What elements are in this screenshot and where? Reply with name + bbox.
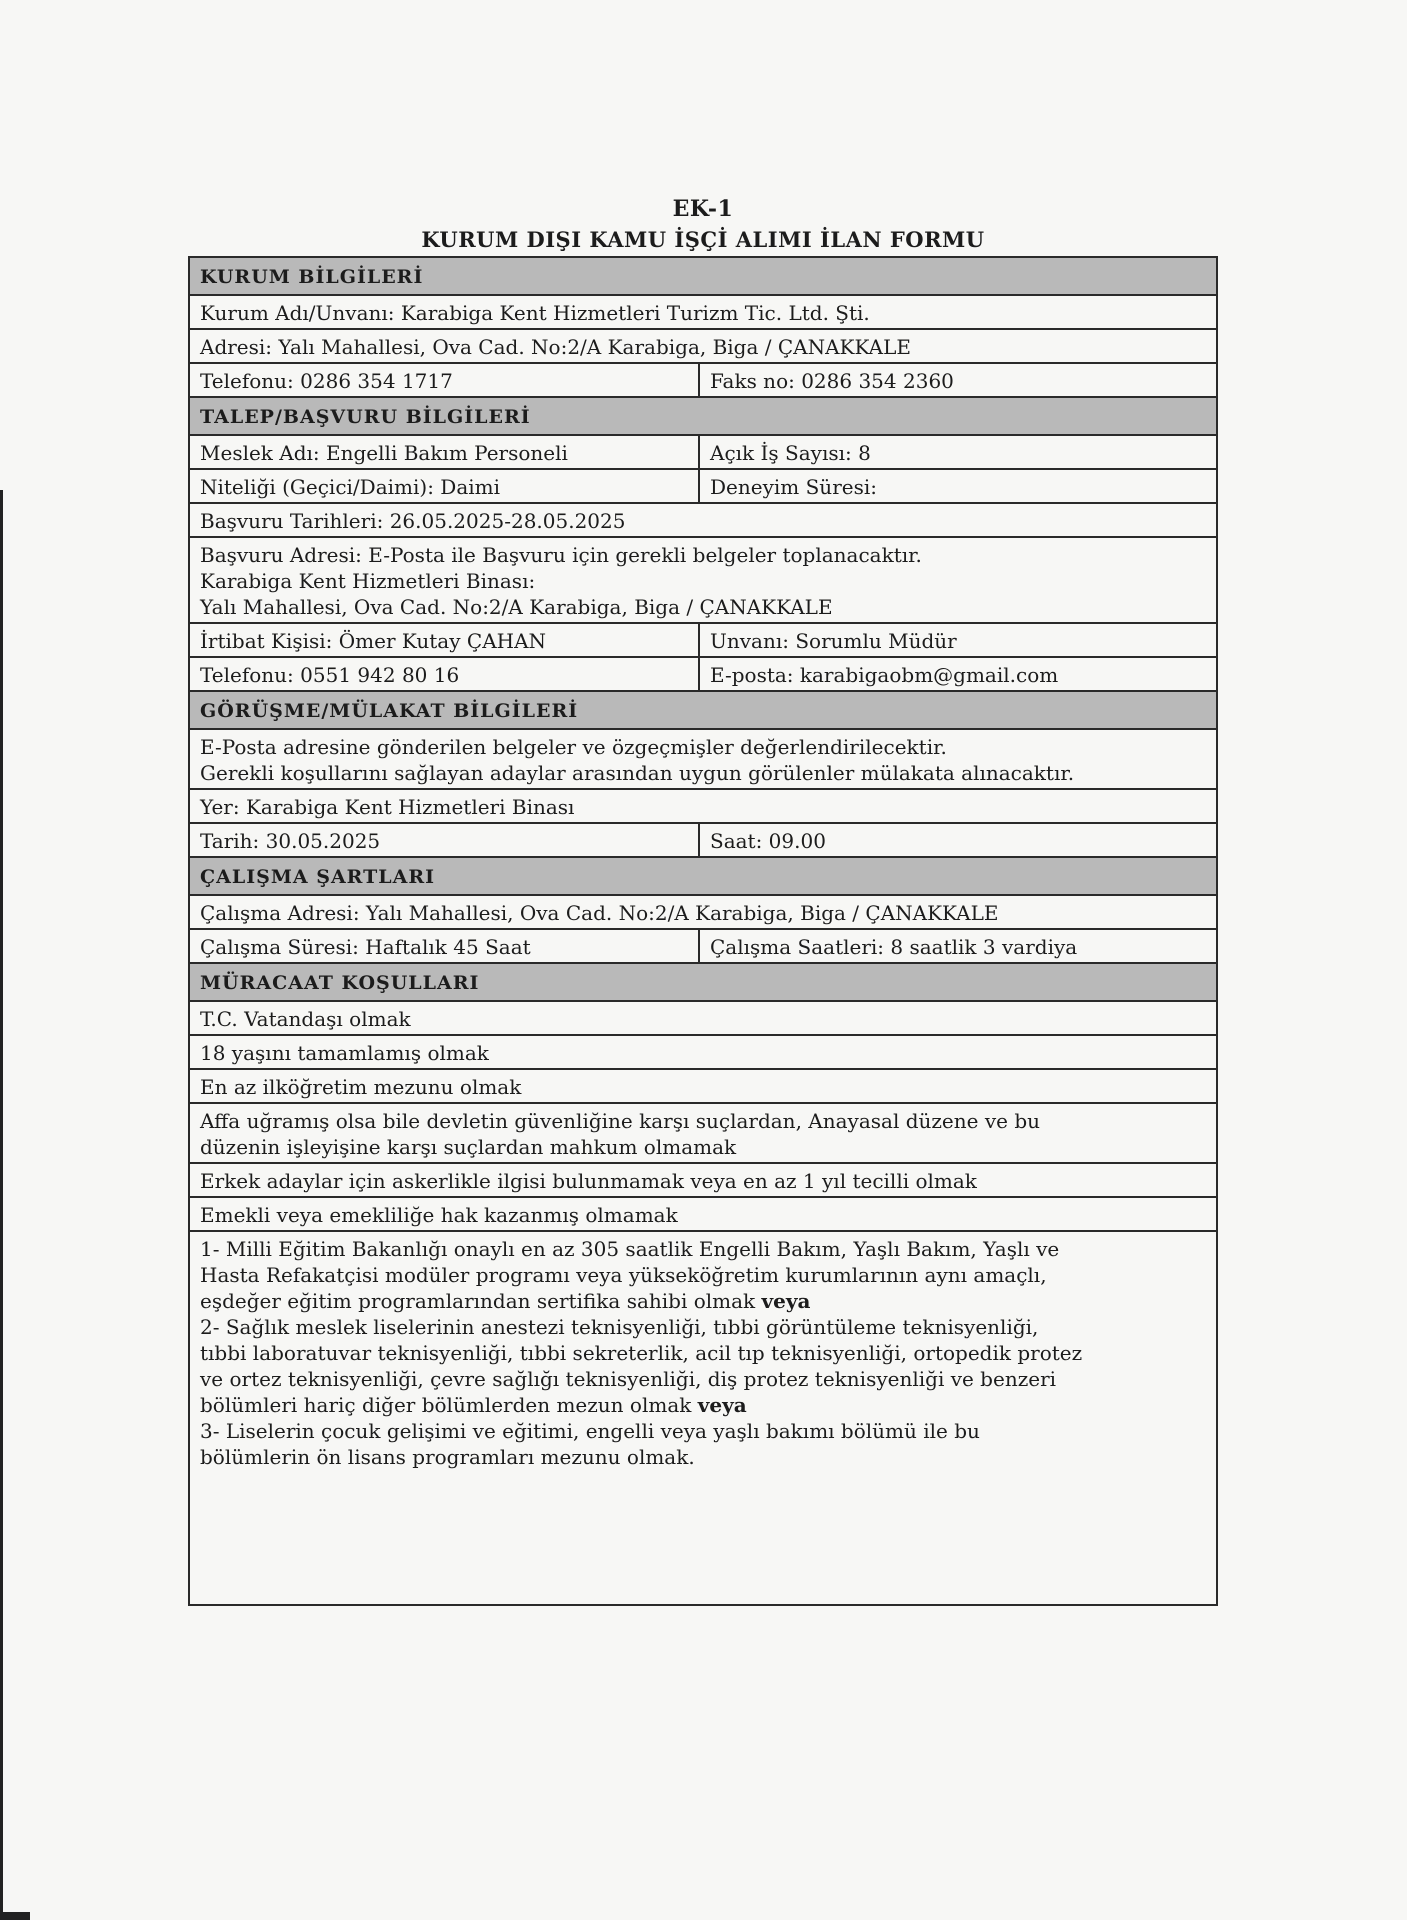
row-kosul bbox=[190, 1164, 1216, 1198]
niteligi: Niteliği (Geçici/Daimi): Daimi bbox=[190, 470, 700, 502]
row-kosul bbox=[190, 1104, 1216, 1164]
kurum-fax: Faks no: 0286 354 2360 bbox=[710, 369, 954, 393]
deneyim-suresi: Deneyim Süresi: bbox=[710, 475, 877, 499]
ozel-sart-veya: veya bbox=[697, 1393, 747, 1417]
basvuru-adresi-line: Başvuru Adresi: E-Posta ile Başvuru için gerekli belgeler toplanacaktır. bbox=[200, 543, 922, 567]
kosul-yas: 18 yaşını tamamlamış olmak bbox=[200, 1041, 489, 1065]
ozel-sart-line bbox=[200, 1288, 1206, 1314]
section-talep-title: TALEP/BAŞVURU BİLGİLERİ bbox=[200, 406, 531, 428]
basvuru-adresi-line: Yalı Mahallesi, Ova Cad. No:2/A Karabiga, Biga / ÇANAKKALE bbox=[200, 595, 833, 619]
document-code: EK-1 bbox=[672, 196, 734, 222]
irtibat-unvani: Unvanı: Sorumlu Müdür bbox=[710, 629, 957, 653]
row-kurum-name bbox=[190, 296, 1216, 330]
row-gorusme-info bbox=[190, 730, 1216, 790]
row-nitelik bbox=[190, 470, 1216, 504]
gorusme-info-line: Gerekli koşullarını sağlayan adaylar arasından uygun görülenler mülakata alınacaktır. bbox=[200, 761, 1075, 785]
ozel-sart-line: Hasta Refakatçisi modüler programı veya yükseköğretim kurumlarının aynı amaçlı, bbox=[200, 1263, 1047, 1287]
scan-edge-bottom bbox=[0, 1912, 30, 1920]
ozel-sart-line: ve ortez teknisyenliği, çevre sağlığı teknisyenliği, diş protez teknisyenliği ve benzeri bbox=[200, 1367, 1057, 1391]
ozel-sart-line: bölümlerin ön lisans programları mezunu olmak. bbox=[200, 1445, 695, 1469]
calisma-suresi: Çalışma Süresi: Haftalık 45 Saat bbox=[190, 930, 700, 962]
kosul-sabika bbox=[190, 1104, 1216, 1162]
acik-is-sayisi: Açık İş Sayısı: 8 bbox=[710, 441, 871, 465]
section-gorusme bbox=[190, 692, 1216, 730]
row-gorusme-zaman bbox=[190, 824, 1216, 858]
kosul-ozel-sartlar bbox=[190, 1232, 1216, 1604]
section-kurum-title: KURUM BİLGİLERİ bbox=[200, 266, 424, 288]
row-meslek bbox=[190, 436, 1216, 470]
row-basvuru-adresi bbox=[190, 538, 1216, 624]
irtibat-telefon: Telefonu: 0551 942 80 16 bbox=[190, 658, 700, 690]
kurum-phone: Telefonu: 0286 354 1717 bbox=[190, 364, 700, 396]
calisma-adresi: Çalışma Adresi: Yalı Mahallesi, Ova Cad. No:2/A Karabiga, Biga / ÇANAKKALE bbox=[200, 901, 999, 925]
gorusme-tarih: Tarih: 30.05.2025 bbox=[190, 824, 700, 856]
basvuru-tarihleri: Başvuru Tarihleri: 26.05.2025-28.05.2025 bbox=[200, 509, 626, 533]
kosul-emeklilik: Emekli veya emekliliğe hak kazanmış olmamak bbox=[200, 1203, 678, 1227]
basvuru-adresi-line: Karabiga Kent Hizmetleri Binası: bbox=[200, 569, 536, 593]
ozel-sart-veya: veya bbox=[761, 1289, 811, 1313]
row-irtibat-contact bbox=[190, 658, 1216, 692]
row-basvuru-tarihleri bbox=[190, 504, 1216, 538]
kosul-sabika-line: Affa uğramış olsa bile devletin güvenliğine karşı suçlardan, Anayasal düzene ve bu bbox=[200, 1109, 1040, 1133]
kosul-vatandas: T.C. Vatandaşı olmak bbox=[200, 1007, 411, 1031]
section-talep bbox=[190, 398, 1216, 436]
meslek-adi: Meslek Adı: Engelli Bakım Personeli bbox=[190, 436, 700, 468]
gorusme-info-line: E-Posta adresine gönderilen belgeler ve özgeçmişler değerlendirilecektir. bbox=[200, 735, 947, 759]
row-kosul bbox=[190, 1002, 1216, 1036]
row-kosul bbox=[190, 1198, 1216, 1232]
basvuru-adresi bbox=[190, 538, 1216, 622]
document-title: KURUM DIŞI KAMU İŞÇİ ALIMI İLAN FORMU bbox=[421, 227, 985, 252]
row-kurum-address bbox=[190, 330, 1216, 364]
row-calisma-sure bbox=[190, 930, 1216, 964]
scan-edge-left bbox=[0, 490, 3, 1920]
kosul-askerlik: Erkek adaylar için askerlikle ilgisi bulunmamak veya en az 1 yıl tecilli olmak bbox=[200, 1169, 977, 1193]
section-muracaat bbox=[190, 964, 1216, 1002]
calisma-saatleri: Çalışma Saatleri: 8 saatlik 3 vardiya bbox=[710, 935, 1078, 959]
irtibat-eposta: E-posta: karabigaobm@gmail.com bbox=[710, 663, 1059, 687]
gorusme-saat: Saat: 09.00 bbox=[710, 829, 826, 853]
gorusme-yer: Yer: Karabiga Kent Hizmetleri Binası bbox=[200, 795, 575, 819]
ozel-sart-text: eşdeğer eğitim programlarından sertifika sahibi olmak bbox=[200, 1289, 756, 1313]
row-kosul-ozel bbox=[190, 1232, 1216, 1604]
row-kosul bbox=[190, 1036, 1216, 1070]
ozel-sart-line: 3- Liselerin çocuk gelişimi ve eğitimi, engelli veya yaşlı bakımı bölümü ile bu bbox=[200, 1419, 980, 1443]
section-calisma-title: ÇALIŞMA ŞARTLARI bbox=[200, 866, 436, 888]
section-calisma bbox=[190, 858, 1216, 896]
kosul-egitim: En az ilköğretim mezunu olmak bbox=[200, 1075, 522, 1099]
ozel-sart-line: tıbbi laboratuvar teknisyenliği, tıbbi sekreterlik, acil tıp teknisyenliği, ortopedik protez bbox=[200, 1341, 1083, 1365]
section-muracaat-title: MÜRACAAT KOŞULLARI bbox=[200, 972, 480, 994]
section-kurum bbox=[190, 258, 1216, 296]
ozel-sart-line: 1- Milli Eğitim Bakanlığı onaylı en az 305 saatlik Engelli Bakım, Yaşlı Bakım, Yaşlı ve bbox=[200, 1237, 1060, 1261]
kosul-sabika-line: düzenin işleyişine karşı suçlardan mahkum olmamak bbox=[200, 1135, 737, 1159]
row-gorusme-yer bbox=[190, 790, 1216, 824]
row-kurum-contact bbox=[190, 364, 1216, 398]
gorusme-info bbox=[190, 730, 1216, 788]
irtibat-kisisi: İrtibat Kişisi: Ömer Kutay ÇAHAN bbox=[190, 624, 700, 656]
row-kosul bbox=[190, 1070, 1216, 1104]
row-calisma-adres bbox=[190, 896, 1216, 930]
row-irtibat bbox=[190, 624, 1216, 658]
ozel-sart-line bbox=[200, 1392, 1206, 1418]
ozel-sart-line: 2- Sağlık meslek liselerinin anestezi teknisyenliği, tıbbi görüntüleme teknisyenliği, bbox=[200, 1315, 1039, 1339]
kurum-address: Adresi: Yalı Mahallesi, Ova Cad. No:2/A Karabiga, Biga / ÇANAKKALE bbox=[200, 335, 911, 359]
kurum-name: Kurum Adı/Unvanı: Karabiga Kent Hizmetleri Turizm Tic. Ltd. Şti. bbox=[200, 301, 870, 325]
section-gorusme-title: GÖRÜŞME/MÜLAKAT BİLGİLERİ bbox=[200, 700, 579, 722]
announcement-form bbox=[188, 256, 1218, 1606]
ozel-sart-text: bölümleri hariç diğer bölümlerden mezun olmak bbox=[200, 1393, 692, 1417]
